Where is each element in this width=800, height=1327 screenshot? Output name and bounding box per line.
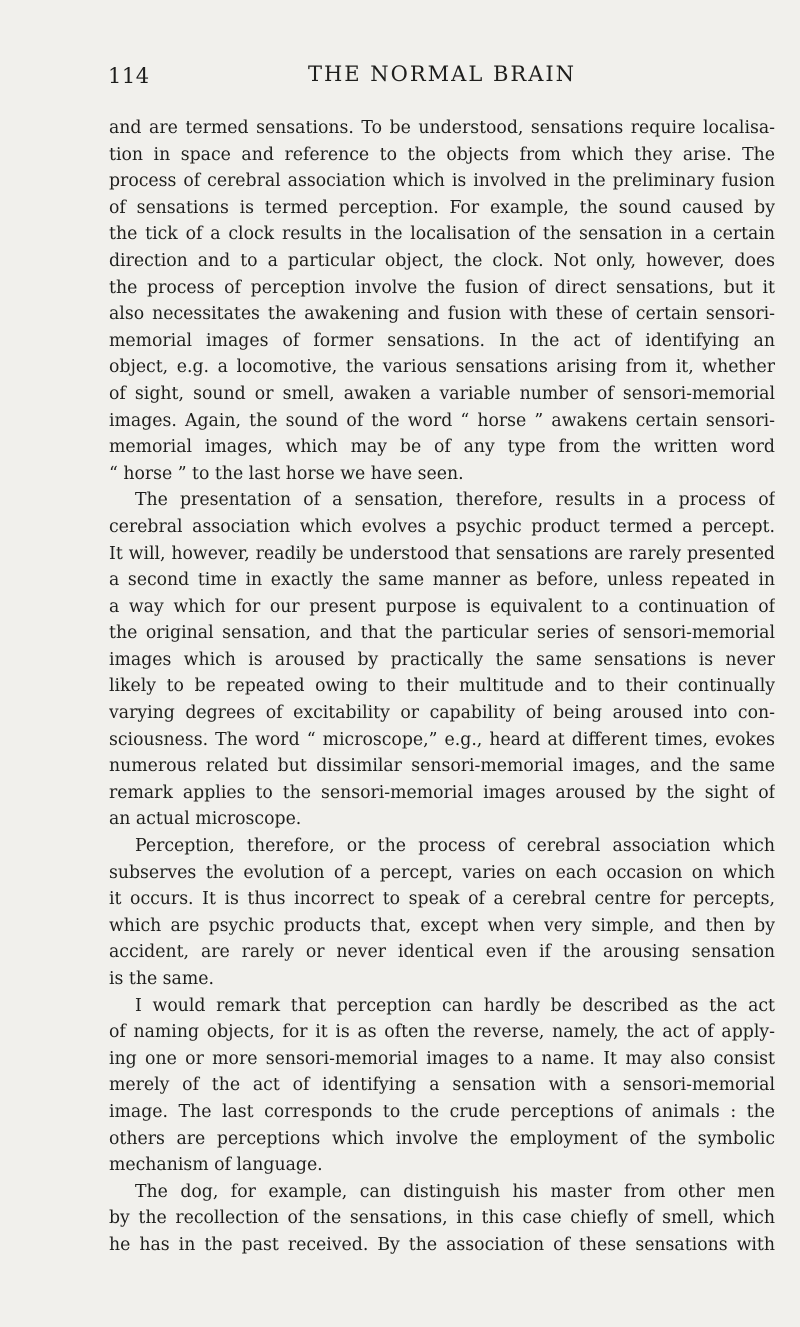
text-line: images which is aroused by practically the same sensations is never	[109, 649, 775, 670]
text-line: process of cerebral association which is involved in the preliminary fusion	[109, 171, 775, 192]
text-line: it occurs. It is thus incorrect to speak of a cerebral centre for percepts,	[109, 889, 775, 910]
text-line: merely of the act of identifying a sensation with a sensori-memorial	[109, 1075, 775, 1096]
text-line: The dog, for example, can distinguish his master from other men	[135, 1181, 775, 1202]
text-line: memorial images of former sensations. In the act of identifying an	[109, 330, 775, 351]
text-line: remark applies to the sensori-memorial images aroused by the sight of	[109, 782, 775, 803]
text-line: likely to be repeated owing to their multitude and to their continually	[109, 676, 775, 697]
text-line: images. Again, the sound of the word “ horse ” awakens certain sensori-	[109, 410, 775, 431]
text-line: ing one or more sensori-memorial images to a name. It may also consist	[109, 1048, 775, 1069]
text-line: accident, are rarely or never identical even if the arousing sensation	[109, 942, 775, 963]
text-line: mechanism of language.	[109, 1155, 323, 1176]
text-line: I would remark that perception can hardly be described as the act	[135, 995, 775, 1016]
text-line: of sight, sound or smell, awaken a variable number of sensori-memorial	[109, 383, 775, 404]
text-line: a second time in exactly the same manner as before, unless repeated in	[109, 570, 775, 591]
text-line: image. The last corresponds to the crude perceptions of animals : the	[109, 1101, 775, 1122]
page-header	[108, 62, 776, 102]
page-number: 114	[108, 64, 150, 88]
text-line: and are termed sensations. To be understood, sensations require localisa-	[109, 118, 775, 138]
text-line: numerous related but dissimilar sensori-memorial images, and the same	[109, 756, 775, 777]
text-line: cerebral association which evolves a psychic product termed a percept.	[109, 516, 775, 537]
body-text	[109, 115, 775, 1259]
text-line: subserves the evolution of a percept, varies on each occasion on which	[109, 862, 775, 883]
text-line: an actual microscope.	[109, 809, 302, 830]
text-line: sciousness. The word “ microscope,” e.g., heard at different times, evokes	[109, 729, 775, 750]
running-head: THE NORMAL BRAIN	[307, 62, 577, 86]
text-line: by the recollection of the sensations, in this case chiefly of smell, which	[109, 1208, 775, 1229]
text-line: tion in space and reference to the objects from which they arise. The	[109, 144, 775, 165]
text-line: The presentation of a sensation, therefore, results in a process of	[135, 490, 775, 511]
text-line: he has in the past received. By the association of these sensations with	[109, 1234, 775, 1255]
text-line: It will, however, readily be understood that sensations are rarely presented	[109, 543, 775, 564]
text-line: is the same.	[109, 969, 214, 989]
text-line: a way which for our present purpose is equivalent to a continuation of	[109, 596, 775, 617]
text-line: of naming objects, for it is as often the reverse, namely, the act of apply-	[109, 1022, 775, 1043]
text-line: memorial images, which may be of any type from the written word	[109, 437, 775, 458]
text-line: Perception, therefore, or the process of cerebral association which	[135, 836, 775, 857]
text-line: also necessitates the awakening and fusion with these of certain sensori-	[109, 304, 775, 325]
text-line: the process of perception involve the fusion of direct sensations, but it	[109, 277, 775, 298]
text-line: varying degrees of excitability or capability of being aroused into con-	[109, 703, 775, 724]
text-line: the original sensation, and that the particular series of sensori-memorial	[109, 623, 775, 644]
text-line: “ horse ” to the last horse we have seen.	[109, 463, 464, 484]
text-line: of sensations is termed perception. For example, the sound caused by	[109, 197, 775, 218]
text-line: the tick of a clock results in the localisation of the sensation in a certain	[109, 224, 775, 245]
text-line: which are psychic products that, except when very simple, and then by	[109, 915, 775, 936]
text-line: object, e.g. a locomotive, the various sensations arising from it, whether	[109, 357, 775, 378]
text-line: direction and to a particular object, the clock. Not only, however, does	[109, 250, 775, 271]
text-line: others are perceptions which involve the employment of the symbolic	[109, 1128, 775, 1149]
